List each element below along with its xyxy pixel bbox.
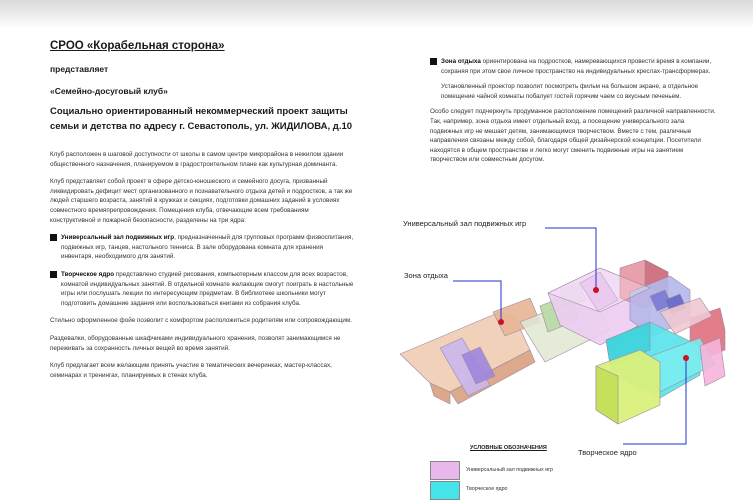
rest-label: Зона отдыха (404, 271, 448, 280)
paragraph-lockers: Раздевалки, оборудованные шкафчиками индивидуального хранения, позволят занимающимся не переживать за сохранность личных вещей во время занятий. (50, 334, 341, 352)
lime-side (596, 366, 618, 424)
club-name: «Семейно-досуговый клуб» (50, 86, 168, 96)
paragraph-location: Клуб расположен в шаговой доступности от школы в самом центре микрорайона в нежилом здании общественного назначения, планируемом в градостроительном плане как культурная доминанта. (50, 151, 344, 168)
bullet-creative-text: представлено студией рисования, компьютерным классом для всех возрастов, комнатой индивидуальных занятий. В отдельной комнате желающие смогут поиграть в настольные игры или послушать лекции по интересующим предметам. В библиотеке школьники могут подготовить домашние задания или воспользоваться книгами из собрания клуба. (61, 270, 354, 307)
hall-marker-dot (593, 287, 599, 293)
legend-label-creative: Творческое ядро (466, 486, 508, 492)
org-title: СРОО «Корабельная сторона» (50, 40, 225, 52)
presents-line: представляет (50, 64, 109, 74)
creative-label: Творческое ядро (578, 448, 637, 457)
rest-marker-dot (498, 319, 504, 325)
project-title: Социально ориентированный некоммерческий проект защиты семьи и детства по адресу г. Севастополь, ул. ЖИДИЛОВА, д.10 (50, 106, 353, 132)
bullet-creative-title: Творческое ядро (61, 270, 115, 278)
paragraph-layout: Особо следует подчеркнуть продуманное расположение помещений различной направленности. Так, например, зона отдыха имеет отдельный вход, а посещение универсального зала подвижных игр не мешает детям, занимающимся творчеством. Вместе с тем, различные направления связаны между собой, благодаря общей дизайнерской концепции. Посетители находятся в общем пространстве и легко могут сменить подвижные игры на занятием творчеством или совместным досугом. (430, 108, 716, 164)
bullet-rest-text: ориентирована на подростков, намеревающихся провести время в компании, сохраняя при этом свое личное пространство на индивидуальных креслах-трансформерах. (441, 58, 712, 75)
hall-label: Универсальный зал подвижных игр (403, 219, 527, 228)
bullet-hall-text: , предназначенный для групповых программ физвоспитания, подвижных игр, танцев, настольного тенниса. В зале оборудована комната для хранения инвентаря, необходимого для занятий. (61, 234, 354, 261)
paragraph-foyer: Стильно оформленное фойе позволит с комфортом расположиться родителям или сопровождающим. (50, 317, 352, 325)
creative-marker-dot (683, 355, 689, 361)
paragraph-projector: Установленный проектор позволит посмотреть фильм на большом экране, а отдельное помещение чайной комнаты побалует гостей горячим чаем со вкусным печеньем. (441, 83, 699, 100)
paragraph-events: Клуб предлагает всем желающим принять участие в тематических вечеринках, мастер-классах, семинарах и тренингах, планируемых в стенах клуба. (50, 362, 332, 379)
legend-swatch-creative (430, 481, 460, 500)
legend-label-hall: Универсальный зал подвижных игр (466, 467, 553, 473)
legend-swatch-hall (430, 461, 460, 480)
bullet-hall-title: Универсальный зал подвижных игр (61, 234, 175, 242)
legend-title: УСЛОВНЫЕ ОБОЗНАЧЕНИЯ (470, 445, 547, 451)
paragraph-intro: Клуб представляет собой проект в сфере детско-юношеского и семейного досуга, призванный ликвидировать дефицит мест организованного и познавательного отдыха детей и подростков, а так же людей старшего возраста, занятий в кружках и секциях, подготовки домашних заданий в условиях совместного времяпрепровождения. Помещения клуба, отвечающие всем требованиям конструктивной и пожарной безопасности, разделены на три ядра: (50, 178, 353, 224)
bullet-rest-title: Зона отдыха (441, 58, 481, 65)
